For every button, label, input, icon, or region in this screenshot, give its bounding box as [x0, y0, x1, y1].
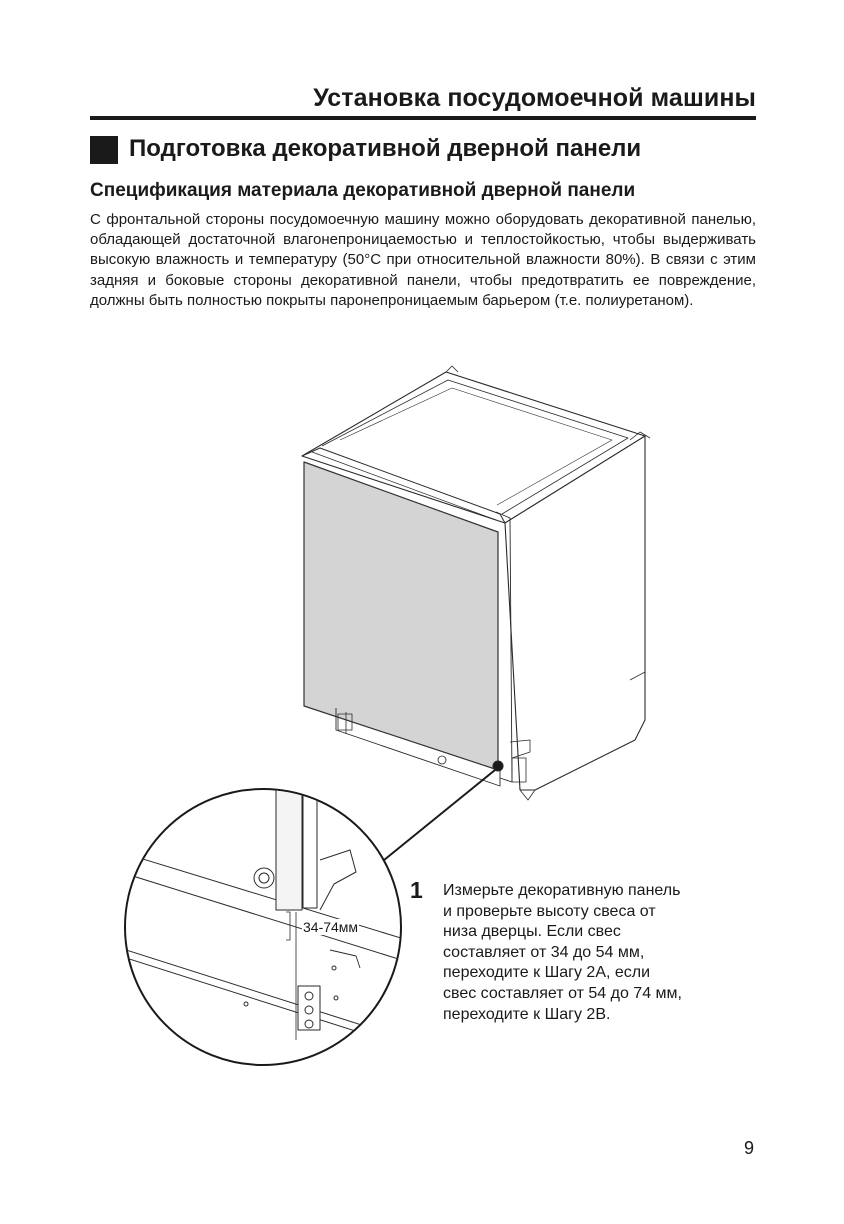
section-title: Подготовка декоративной дверной панели	[129, 135, 642, 162]
page-number: 9	[744, 1138, 755, 1158]
subsection-title: Спецификация материала декоративной дверной панели	[90, 180, 636, 201]
header-title: Установка посудомоечной машины	[313, 84, 756, 112]
dimension-label: 34-74мм	[303, 919, 359, 935]
step-instruction: Измерьте декоративную панель и проверьте высоту свеса от низа дверцы. Если свес составляет от 34 до 54 мм, переходите к Шагу 2А, если свес составляет от 54 до 74 мм, переходите к Шагу 2В.	[443, 882, 682, 1023]
detail-circle	[125, 789, 401, 1065]
step-number: 1	[410, 877, 423, 903]
body-paragraph: С фронтальной стороны посудомоечную машину можно оборудовать декоративной панелью, обладающей достаточной влагонепроницаемостью и теплостойкостью, чтобы выдерживать высокую влажность и температуру (50°C при относительной влажности 80%). В связи с этим задняя и боковые стороны декоративной панели, чтобы предотвратить ее повреждение, должны быть полностью покрыты паронепроницаемым барьером (т.е. полиуретаном).	[90, 211, 756, 309]
